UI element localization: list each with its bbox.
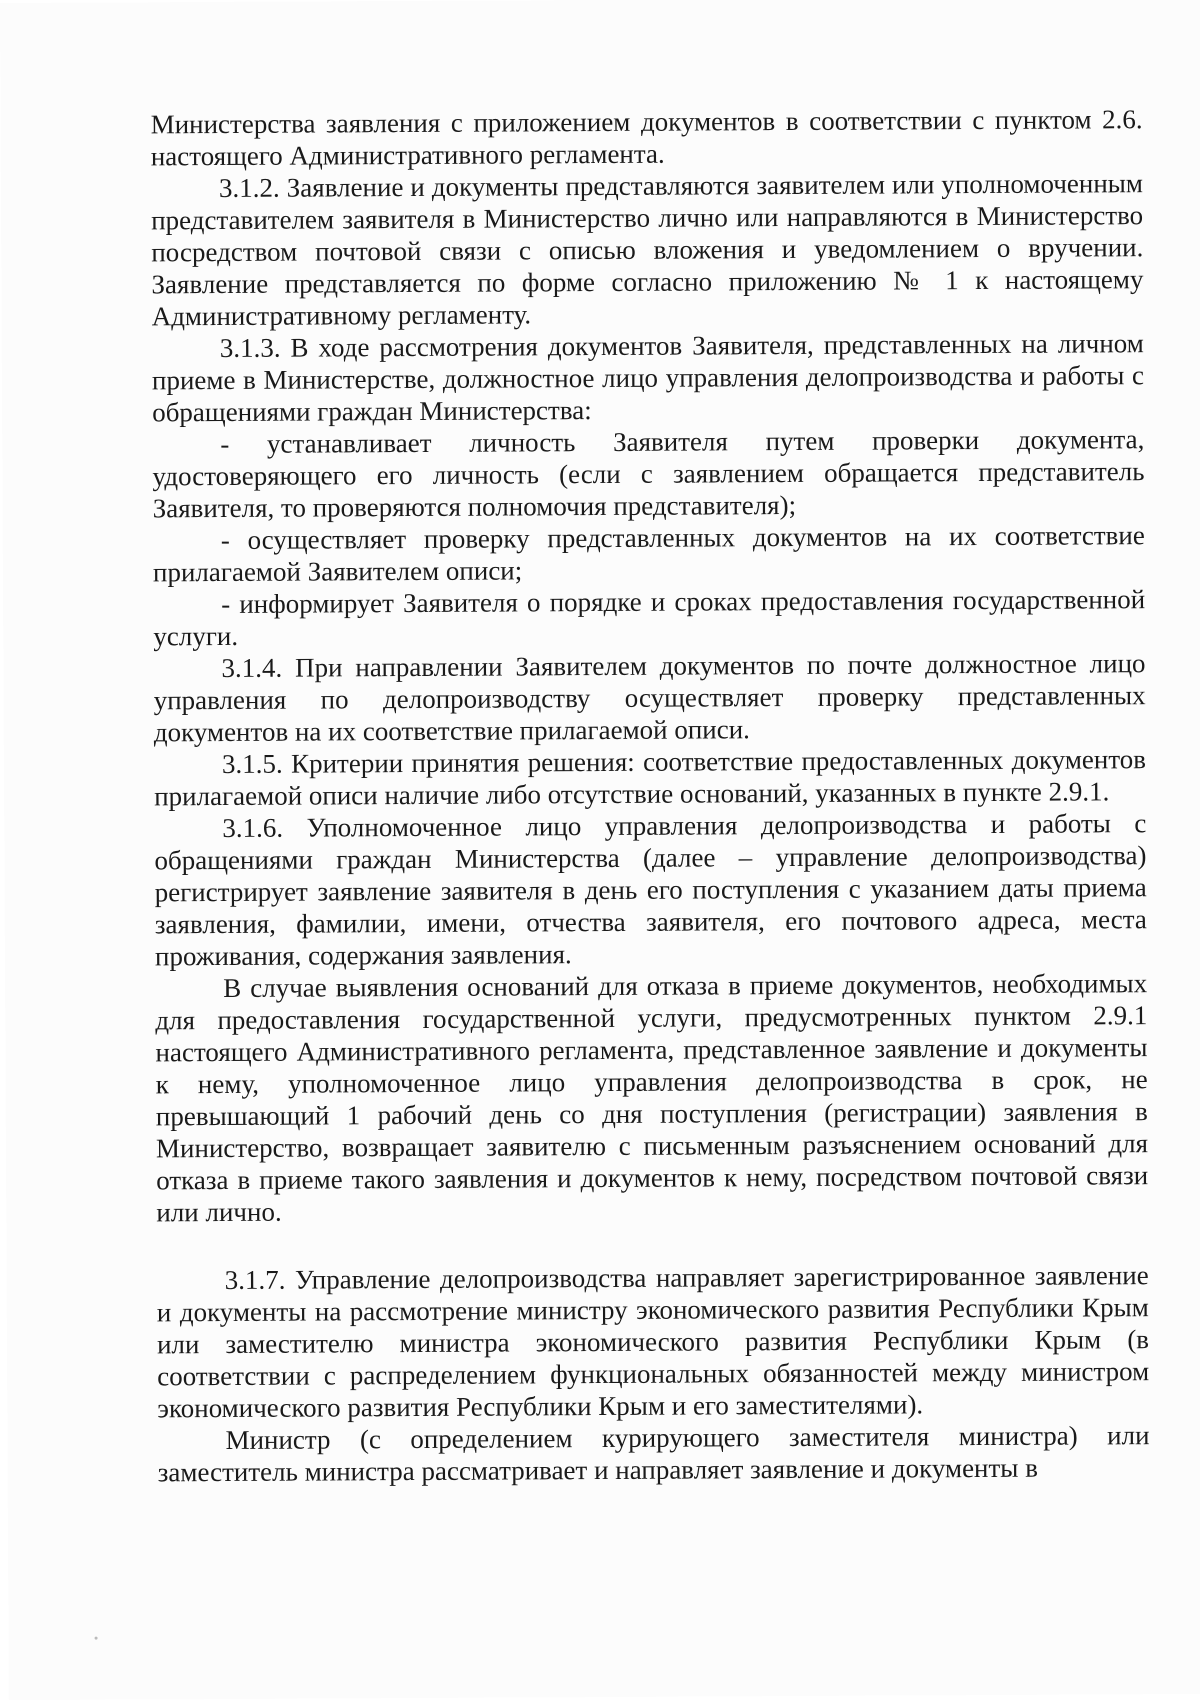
paragraph-3-1-5: 3.1.5. Критерии принятия решения: соответствие предоставленных документов прилагаемой описи наличие либо отсутствие оснований, указанных в пункте 2.9.1. (154, 744, 1147, 812)
paragraph-refusal-case: В случае выявления оснований для отказа в приеме документов, необходимых для предоставления государственной услуги, предусмотренных пунктом 2.9.1 настоящего Административного регламента, представленное заявление и документы к нему, уполномоченное лицо управления делопроизводства в срок, не превышающий 1 рабочий день со дня поступления (регистрации) заявления в Министерство, возвращает заявителю с письменным разъяснением оснований для отказа в приеме такого заявления и документов к нему, посредством почтовой связи или лично. (155, 968, 1149, 1228)
list-item-inform-applicant: - информирует Заявителя о порядке и сроках предоставления государственной услуги. (153, 584, 1146, 652)
paragraph-3-1-2: 3.1.2. Заявление и документы представляются заявителем или уполномоченным представителем заявителя в Министерство лично или направляются в Министерство посредством почтовой связи с описью вложения и уведомлением о вручении. Заявление представляется по форме согласно приложению № 1 к настоящему Административному регламенту. (151, 168, 1144, 332)
paragraph-3-1-3: 3.1.3. В ходе рассмотрения документов Заявителя, представленных на личном приеме в Министерстве, должностное лицо управления делопроизводства и работы с обращениями граждан Министерства: (151, 328, 1145, 428)
paragraph-minister-review: Министр (с определением курирующего заместителя министра) или заместитель министра рассматривает и направляет заявление и документы в (157, 1420, 1150, 1488)
scan-speck (95, 1637, 98, 1640)
document-body (151, 103, 1150, 1488)
list-item-identity-check: - устанавливает личность Заявителя путем проверки документа, удостоверяющего его личность (если с заявлением обращается представитель Заявителя, то проверяются полномочия представителя); (152, 424, 1145, 524)
paragraph-3-1-6: 3.1.6. Уполномоченное лицо управления делопроизводства и работы с обращениями граждан Министерства (далее – управление делопроизводства) регистрирует заявление заявителя в день его поступления с указанием даты приема заявления, фамилии, имени, отчества заявителя, его почтового адреса, места проживания, содержания заявления. (154, 808, 1147, 972)
paragraph-3-1-4: 3.1.4. При направлении Заявителем документов по почте должностное лицо управления по делопроизводству осуществляет проверку представленных документов на их соответствие прилагаемой описи. (153, 648, 1146, 748)
paragraph-gap (156, 1223, 1148, 1264)
paragraph-3-1-7: 3.1.7. Управление делопроизводства направляет зарегистрированное заявление и документы на рассмотрение министру экономического развития Республики Крым или заместителю министра экономического развития Республики Крым (в соответствии с распределением функциональных обязанностей между министром экономического развития Республики Крым и его заместителями). (156, 1260, 1150, 1424)
list-item-document-check: - осуществляет проверку представленных документов на их соответствие прилагаемой Заявителем описи; (152, 520, 1145, 588)
paragraph-continuation: Министерства заявления с приложением документов в соответствии с пунктом 2.6. настоящего Административного регламента. (150, 104, 1143, 172)
